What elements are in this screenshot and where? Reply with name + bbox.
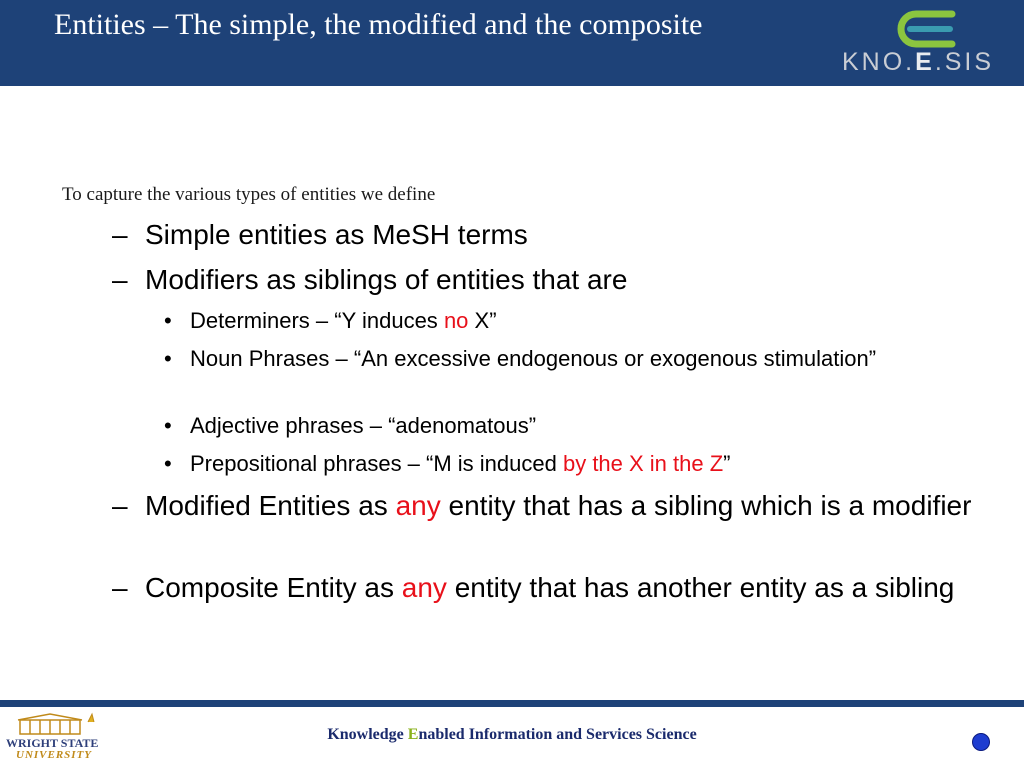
intro-text: To capture the various types of entities we define: [62, 184, 436, 205]
dash-bullet: –: [112, 490, 128, 521]
dash-bullet: –: [112, 264, 128, 295]
dash-bullet: –: [112, 219, 128, 250]
item-text: Modifiers as siblings of entities that are: [145, 264, 628, 295]
nav-circle-button[interactable]: [972, 733, 990, 751]
highlight-text: any: [401, 572, 447, 603]
bullet-dot: •: [164, 346, 172, 371]
sub-list-item: • Prepositional phrases – “M is induced by the X in the Z”: [164, 451, 731, 476]
footer-tagline: Knowledge Enabled Information and Services Science: [327, 726, 697, 743]
sub-list-item: • Adjective phrases – “adenomatous”: [164, 413, 537, 438]
highlight-text: no: [443, 308, 469, 333]
bullet-dot: •: [164, 308, 172, 333]
knoesis-logo-text: KNO.E.SIS: [842, 48, 995, 76]
sub-list-item: • Noun Phrases – “An excessive endogenous or exogenous stimulation”: [164, 346, 877, 371]
footer-divider: [0, 700, 1024, 707]
bullet-dot: •: [164, 413, 172, 438]
university-subtitle: UNIVERSITY: [16, 749, 93, 761]
university-name: WRIGHT STATE: [6, 736, 99, 750]
list-item: – Composite Entity as any entity that has another entity as a sibling: [112, 570, 992, 606]
bullet-dot: •: [164, 451, 172, 476]
list-item: – Modified Entities as any entity that has a sibling which is a modifier: [112, 488, 992, 524]
sub-list-item: • Determiners – “Y induces no X”: [164, 308, 497, 333]
highlight-text: any: [395, 490, 441, 521]
slide-title: Entities – The simple, the modified and the composite: [54, 8, 703, 41]
list-item: [112, 262, 992, 298]
dash-bullet: –: [112, 572, 128, 603]
list-item: [112, 217, 992, 253]
highlight-text: by the X in the Z: [562, 451, 724, 476]
item-text: Simple entities as MeSH terms: [145, 219, 528, 250]
